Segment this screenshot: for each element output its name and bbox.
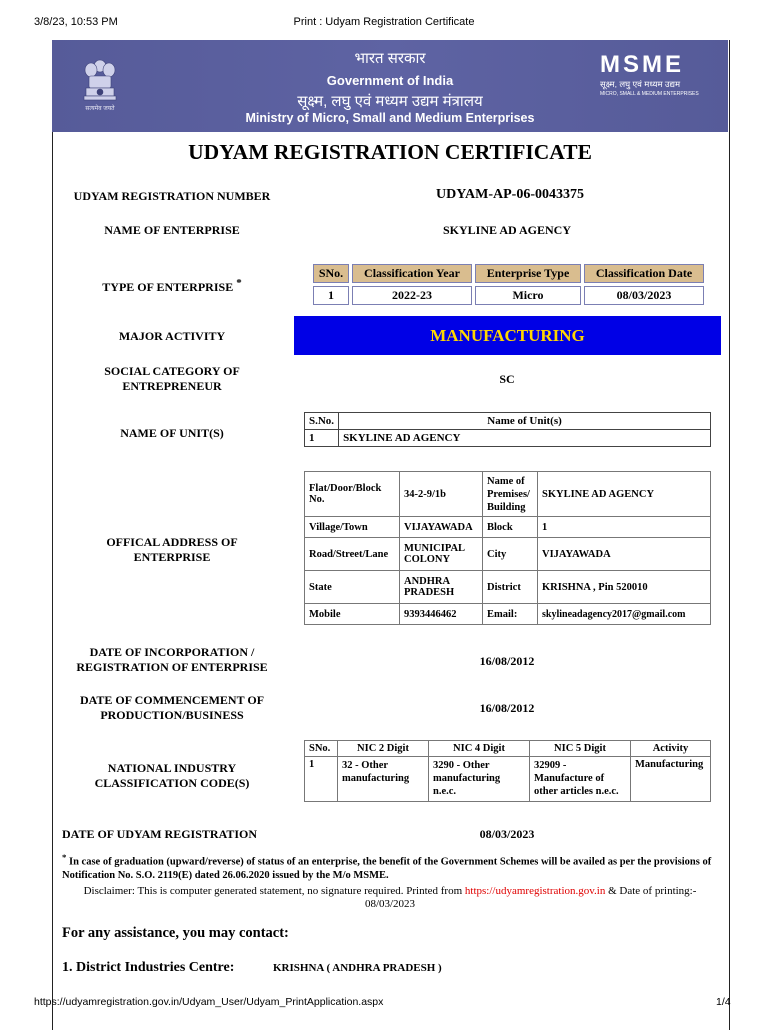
- address-row-mobile: [305, 604, 711, 625]
- mobile-label: Mobile: [305, 604, 400, 625]
- nic-header-5digit: NIC 5 Digit: [530, 741, 631, 757]
- type-cell-type: Micro: [475, 286, 581, 305]
- reg-number-label: UDYAM REGISTRATION NUMBER: [73, 189, 271, 203]
- units-cell-sno: 1: [305, 430, 339, 447]
- commencement-label: [47, 693, 297, 723]
- nic-header-4digit: NIC 4 Digit: [429, 741, 530, 757]
- state-value: ANDHRA PRADESH: [400, 571, 483, 604]
- units-header-row: [305, 413, 711, 430]
- enterprise-type-row: [313, 286, 704, 305]
- commencement-label-line1: DATE OF COMMENCEMENT OF: [79, 693, 265, 707]
- msme-hindi-text: सूक्ष्म, लघु एवं मध्यम उद्यम: [600, 79, 681, 89]
- disclaimer-link[interactable]: https://udyamregistration.gov.in: [464, 885, 606, 897]
- incorporation-label-line1: DATE OF INCORPORATION /: [89, 645, 255, 659]
- enterprise-type-label: [47, 277, 297, 295]
- social-category-label-line1: SOCIAL CATEGORY OF: [104, 364, 240, 378]
- village-value: VIJAYAWADA: [400, 517, 483, 538]
- nic-header-2digit: NIC 2 Digit: [338, 741, 429, 757]
- udyam-date-value: 08/03/2023: [479, 827, 535, 841]
- units-label: NAME OF UNIT(S): [120, 426, 224, 440]
- nic-header-sno: SNo.: [305, 741, 338, 757]
- road-value: MUNICIPAL COLONY: [400, 538, 483, 571]
- address-row-flat: [305, 472, 711, 517]
- mobile-value: 9393446462: [400, 604, 483, 625]
- type-header-sno: SNo.: [313, 264, 349, 283]
- major-activity-label: MAJOR ACTIVITY: [118, 329, 226, 343]
- assistance-item-label: 1. District Industries Centre:: [62, 960, 235, 975]
- reg-number-value: UDYAM-AP-06-0043375: [435, 187, 585, 202]
- nic-label: [47, 761, 297, 791]
- msme-sub-text: MICRO, SMALL & MEDIUM ENTERPRISES: [600, 91, 699, 97]
- premises-label: Name of Premises/ Building: [483, 472, 538, 517]
- flat-value: 34-2-9/1b: [400, 472, 483, 517]
- enterprise-type-asterisk: *: [236, 277, 242, 289]
- address-table: [304, 471, 711, 625]
- address-row-village: [305, 517, 711, 538]
- assistance-item-value: KRISHNA ( ANDHRA PRADESH ): [273, 962, 442, 974]
- units-row: [305, 430, 711, 447]
- type-cell-sno: 1: [313, 286, 349, 305]
- nic-row: [305, 757, 711, 802]
- msme-logo: [600, 52, 710, 98]
- hindi-ministry-text: सूक्ष्म, लघु एवं मध्यम उद्यम मंत्रालय: [297, 93, 483, 110]
- graduation-note: [62, 851, 718, 882]
- nic-cell-5digit: 32909 - Manufacture of other articles n.e.c.: [530, 757, 631, 802]
- social-category-value: SC: [499, 372, 515, 386]
- commencement-label-line2: PRODUCTION/BUSINESS: [100, 708, 244, 722]
- type-header-date: Classification Date: [584, 264, 704, 283]
- email-value: skylineadagency2017@gmail.com: [538, 604, 711, 625]
- disclaimer-suffix: & Date of printing:-: [605, 885, 697, 897]
- assistance-heading: For any assistance, you may contact:: [62, 925, 289, 941]
- print-footer-page: 1/4: [716, 996, 731, 1008]
- incorporation-label: [47, 645, 297, 675]
- udyam-date-label: DATE OF UDYAM REGISTRATION: [62, 827, 258, 841]
- village-label: Village/Town: [305, 517, 400, 538]
- road-label: Road/Street/Lane: [305, 538, 400, 571]
- disclaimer-prefix: Disclaimer: This is computer generated statement, no signature required. Printed from: [83, 885, 465, 897]
- district-value: KRISHNA , Pin 520010: [538, 571, 711, 604]
- nic-table: [304, 740, 711, 802]
- nic-cell-2digit: 32 - Other manufacturing: [338, 757, 429, 802]
- commencement-value: 16/08/2012: [479, 701, 535, 715]
- hindi-govt-text: भारत सरकार: [354, 50, 426, 67]
- enterprise-type-label-text: TYPE OF ENTERPRISE: [102, 280, 234, 294]
- nic-cell-activity: Manufacturing: [631, 757, 711, 802]
- city-label: City: [483, 538, 538, 571]
- emblem-caption: सत्यमेव जयते: [85, 106, 115, 112]
- type-header-type: Enterprise Type: [475, 264, 581, 283]
- units-table: [304, 412, 711, 447]
- ministry-banner: [52, 40, 728, 132]
- nic-cell-sno: 1: [305, 757, 338, 802]
- type-cell-date: 08/03/2023: [584, 286, 704, 305]
- nic-header-row: [305, 741, 711, 757]
- enterprise-type-header-row: [313, 264, 704, 283]
- address-label-line1: OFFICAL ADDRESS OF: [106, 535, 238, 549]
- govt-text: Government of India: [326, 73, 454, 88]
- address-row-state: [305, 571, 711, 604]
- block-label: Block: [483, 517, 538, 538]
- address-label: [47, 535, 297, 565]
- ministry-text: Ministry of Micro, Small and Medium Enterprises: [245, 111, 535, 125]
- enterprise-type-table: [310, 261, 707, 308]
- disclaimer-date: 08/03/2023: [364, 898, 416, 910]
- social-category-label-line2: ENTREPRENEUR: [122, 379, 222, 393]
- premises-value: SKYLINE AD AGENCY: [538, 472, 711, 517]
- units-cell-name: SKYLINE AD AGENCY: [339, 430, 711, 447]
- note-asterisk: *: [62, 852, 67, 862]
- nic-label-line2: CLASSIFICATION CODE(S): [94, 776, 250, 790]
- certificate-title: UDYAM REGISTRATION CERTIFICATE: [188, 140, 592, 164]
- state-label: State: [305, 571, 400, 604]
- address-row-road: [305, 538, 711, 571]
- print-footer-url: https://udyamregistration.gov.in/Udyam_User/Udyam_PrintApplication.aspx: [34, 996, 384, 1008]
- block-value: 1: [538, 517, 711, 538]
- enterprise-name-value: SKYLINE AD AGENCY: [442, 223, 572, 237]
- nic-cell-4digit: 3290 - Other manufacturing n.e.c.: [429, 757, 530, 802]
- email-label: Email:: [483, 604, 538, 625]
- incorporation-value: 16/08/2012: [479, 654, 535, 668]
- units-header-sno: S.No.: [305, 413, 339, 430]
- enterprise-name-label: NAME OF ENTERPRISE: [104, 223, 240, 237]
- type-cell-year: 2022-23: [352, 286, 472, 305]
- incorporation-label-line2: REGISTRATION OF ENTERPRISE: [76, 660, 268, 674]
- disclaimer: [58, 885, 722, 911]
- flat-label: Flat/Door/Block No.: [305, 472, 400, 517]
- address-label-line2: ENTERPRISE: [133, 550, 211, 564]
- type-header-year: Classification Year: [352, 264, 472, 283]
- social-category-label: [47, 364, 297, 394]
- nic-label-line1: NATIONAL INDUSTRY: [107, 761, 237, 775]
- nic-header-activity: Activity: [631, 741, 711, 757]
- major-activity-value: MANUFACTURING: [294, 316, 721, 355]
- city-value: VIJAYAWADA: [538, 538, 711, 571]
- district-label: District: [483, 571, 538, 604]
- note-text: In case of graduation (upward/reverse) of status of an enterprise, the benefit of the Government Schemes will be availed as per the provisions of Notification No. S.O. 2119(E) dated 26.06.2020 issued by the M/o MSME.: [62, 856, 712, 881]
- msme-logo-text: MSME: [600, 51, 684, 78]
- print-title: Print : Udyam Registration Certificate: [293, 16, 475, 28]
- print-datetime: 3/8/23, 10:53 PM: [34, 16, 118, 28]
- units-header-name: Name of Unit(s): [339, 413, 711, 430]
